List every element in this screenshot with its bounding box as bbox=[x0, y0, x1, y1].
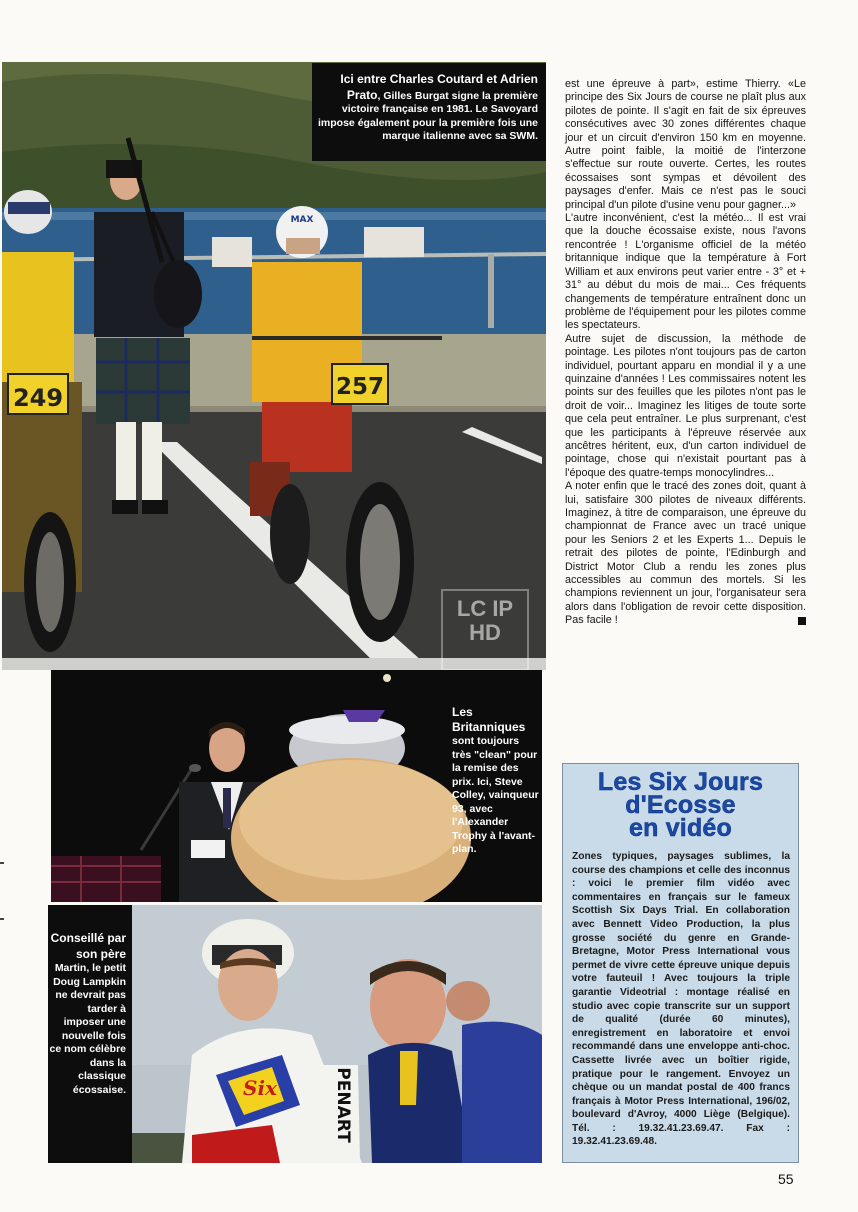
bike-number-249: 249 bbox=[12, 384, 64, 412]
jersey-text: Six bbox=[243, 1076, 277, 1100]
page-number: 55 bbox=[778, 1171, 794, 1187]
article-paragraph-3: Autre sujet de discussion, la méthode de pointage. Les pilotes n'ont toujours pas de carton individuel, pourtant apparu en mondial il y a une quinzaine d'années ! Les commissaires notent les points sur des feuilles que les pilotes n'ont pas le droit de voir... Imaginez les litiges de toute sorte que cela peut entraîner. Le plus surprenant, c'est que les participants à l'épreuve réservée aux ancêtres héritent, eux, d'un carton individuel de pointage, chose qui n'existait pourtant pas à l'époque des quatre-temps monocylindres... bbox=[565, 332, 806, 479]
article-paragraph-2: L'autre inconvénient, c'est la météo... Il est vrai que la douche écossaise existe, nous l'avons rencontrée ! L'organisme officiel de la météo britannique indique que la température à Fort William et aux environs peut varier entre - 3° et + 31° au début du mois de mai... Ces fréquents changements de température entraînent donc un problème de l'équipement pour les pilotes comme les spectateurs. bbox=[565, 212, 806, 332]
watermark: LC IP HD bbox=[441, 589, 529, 671]
article-column bbox=[565, 78, 806, 628]
edge-mark bbox=[0, 918, 4, 920]
edge-mark bbox=[0, 862, 4, 864]
caption-bottom-lead: Conseillé par son père bbox=[50, 931, 126, 961]
sidebar-title-line-1: Les Six Jours bbox=[597, 768, 764, 796]
sidebar-title-line-3: en vidéo bbox=[628, 814, 733, 842]
end-mark-icon bbox=[798, 617, 806, 625]
helmet-text: MAX bbox=[290, 215, 314, 225]
caption-top-photo bbox=[312, 63, 546, 161]
sidebar-title bbox=[563, 768, 798, 842]
video-sidebar bbox=[562, 763, 799, 1163]
sidebar-title-line-2: d'Ecosse bbox=[625, 791, 736, 819]
bike-number-257: 257 bbox=[335, 374, 385, 400]
sleeve-text: PENART bbox=[333, 1067, 353, 1143]
caption-top-lead: Ici entre Charles Coutard et Adrien Prato bbox=[340, 72, 538, 102]
article-paragraph-4 bbox=[565, 480, 806, 627]
caption-bottom-text: Martin, le petit Doug Lampkin ne devrait pas tarder à imposer une nouvelle fois ce nom célèbre dans la classique écossaise. bbox=[49, 962, 126, 1096]
caption-middle-lead: Les Britanniques bbox=[452, 705, 526, 734]
caption-middle-text: sont toujours très "clean" pour la remise des prix. Ici, Steve Colley, vainqueur 93, avec l'Alexander Trophy à l'avant-plan. bbox=[452, 735, 539, 855]
caption-top-text: , Gilles Burgat signe la première victoire française en 1981. Le Savoyard impose également pour la première fois une marque italienne avec sa SWM. bbox=[318, 89, 538, 142]
article-paragraph-4-text: A noter enfin que le tracé des zones doit, quant à lui, satisfaire 300 pilotes de niveaux différents. Imaginez, à titre de comparaison, une épreuve du championnat de France avec un tracé unique pour les Seniors 2 et les Experts 1... Depuis le retrait des pilotes de pointe, l'Edinburgh and District Motor Club a rendu les zones plus accessibles au commun des mortels. Si les champions reviennent un jour, l'organisateur sera alors dans l'obligation de revoir cette disposition. Pas facile ! bbox=[565, 480, 806, 627]
caption-bottom-photo bbox=[48, 905, 132, 1163]
article-paragraph-1: est une épreuve à part», estime Thierry. «Le principe des Six Jours de course ne plaît plus aux pilotes de pointe. Il s'agit en fait de six épreuves consécutives avec 30 zones différentes chaque jour et un circuit d'environ 150 km en moyenne. Autre point faible, la moitié de l'interzone s'effectue sur route ouverte. Certes, les routes écossaises sont sympas et dévoilent des paysages d'enfer. Mais ce n'est pas le souci principal d'un pilote d'usine venu pour gagner...» bbox=[565, 78, 806, 211]
sidebar-body: Zones typiques, paysages sublimes, la course des champions et celle des inconnus : voici le premier film vidéo avec commentaires en français sur le fameux Scottish Six Days Trial. En collaboration avec Bennett Video Production, la plus grosse société du genre en Grande-Bretagne, Motor Press International vous permet de vivre cette épreuve unique depuis votre fauteuil ! Avec toujours la triple garantie Videotrial : montage réalisé en studio avec copie transcrite sur un support de qualité (durée 60 minutes), enregistrement en laboratoire et envoi recommandé dans une enveloppe anti-choc. Cassette livrée avec un boîtier rigide, pratique pour le rangement. Envoyez un chèque ou un mandat postal de 400 francs français à Motor Press International, 196/02, boulevard d'Avroy, 4000 Liège (Belgique). Tél. : 19.32.41.23.69.47. Fax : 19.32.41.23.69.48. bbox=[572, 851, 790, 1148]
photo-lampkin bbox=[132, 905, 542, 1163]
caption-middle-photo bbox=[452, 706, 540, 857]
